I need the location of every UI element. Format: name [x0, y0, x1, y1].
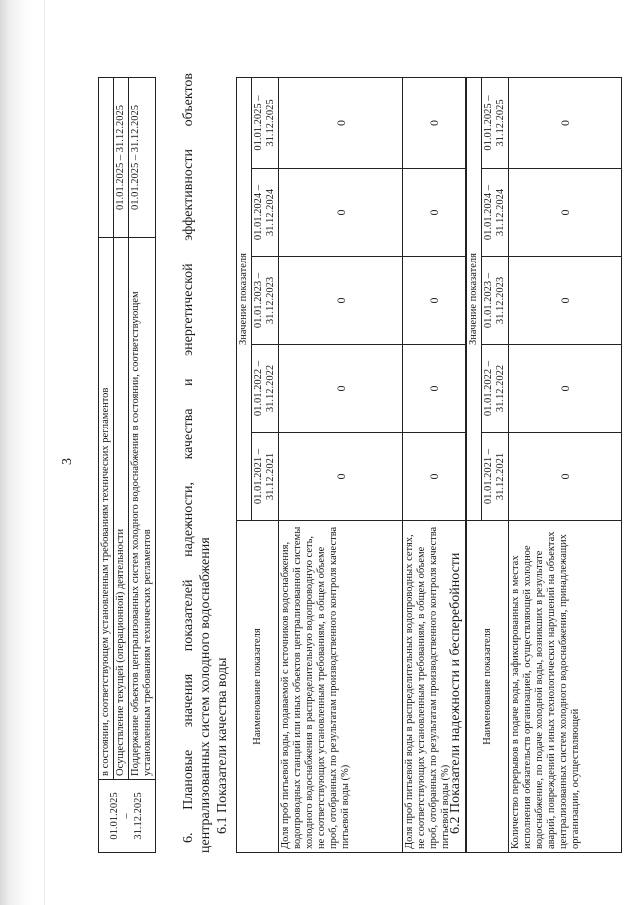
event-period: 01.01.2025 – 31.12.2025	[129, 78, 156, 238]
indicator-name: Количество перерывов в подаче воды, зафиксированных в местах исполнения обязательств организацией, осуществляющей холодное водоснабжение, по подаче холодной воды, возникших в результате аварий, повреждений и иных технологических нарушений на объектах централизованных систем холодного водоснабжения, принадлежащих организации, осуществляющей	[509, 521, 622, 853]
period-header: 01.01.2022 – 31.12.2022	[252, 345, 279, 433]
page-number: 3	[60, 458, 75, 465]
event-text: Осуществление текущей (операционной) деятельности	[114, 238, 129, 780]
section-6-heading-cont: централизованных систем холодного водоснабжения	[198, 537, 213, 853]
indicator-value: 0	[279, 77, 403, 168]
table-row	[509, 77, 622, 852]
indicator-value-header: Значение показателя	[467, 77, 482, 520]
indicator-value: 0	[403, 257, 466, 345]
indicator-value: 0	[509, 257, 622, 345]
section-6-2-title: 6.2 Показатели надежности и бесперебойности	[448, 552, 463, 834]
event-table-continuation	[98, 77, 156, 853]
table-header-row	[237, 77, 252, 852]
reliability-table	[466, 77, 622, 853]
table-row	[279, 77, 403, 852]
indicator-value: 0	[279, 433, 403, 521]
period-header: 01.01.2023 – 31.12.2023	[252, 257, 279, 345]
table-row	[129, 78, 156, 853]
event-text: в состоянии, соответствующем установленным требованиям технических регламентов	[99, 238, 114, 780]
indicator-value: 0	[279, 169, 403, 257]
indicator-value-header: Значение показателя	[237, 77, 252, 520]
table-header-row	[467, 77, 482, 852]
table-row	[114, 78, 129, 853]
period-header: 01.01.2024 – 31.12.2024	[482, 169, 509, 257]
indicator-name: Доля проб питьевой воды, подаваемой с источников водоснабжения, водопроводных станций или иных объектов централизованной системы холодного водоснабжения в распределительную водопроводную сеть, не соответствующих установленным требованиям, в общем объеме проб, отобранных по результатам производственного контроля качества питьевой воды (%)	[279, 521, 403, 853]
indicator-name-header: Наименование показателя	[237, 521, 279, 853]
water-quality-table	[236, 77, 466, 853]
event-start-date: 01.01.2025 – 31.12.2025	[99, 780, 156, 853]
section-6-1-title: 6.1 Показатели качества воды	[215, 657, 230, 834]
indicator-name-header: Наименование показателя	[467, 521, 509, 853]
period-header: 01.01.2021 – 31.12.2021	[482, 433, 509, 521]
period-header: 01.01.2024 – 31.12.2024	[252, 169, 279, 257]
indicator-value: 0	[403, 77, 466, 168]
indicator-value: 0	[279, 257, 403, 345]
indicator-value: 0	[509, 433, 622, 521]
section-6-heading: 6. Плановые значения показателей надежности, качества и энергетической эффективности объектов	[181, 73, 196, 843]
period-header: 01.01.2025 – 31.12.2025	[482, 77, 509, 168]
table-row	[99, 78, 114, 853]
period-header: 01.01.2021 – 31.12.2021	[252, 433, 279, 521]
event-period	[99, 78, 114, 238]
indicator-value: 0	[509, 169, 622, 257]
event-period: 01.01.2025 – 31.12.2025	[114, 78, 129, 238]
event-text: Поддержание объектов централизованных систем холодного водоснабжения в состоянии, соответствующем установленным требованиям технических регламентов	[129, 238, 156, 780]
indicator-value: 0	[509, 77, 622, 168]
indicator-name: Доля проб питьевой воды в распределительных водопроводных сетях, не соответствующих установленным требованиям, в общем объеме проб, отобранных по результатам производственного контроля качества питьевой воды (%)	[403, 521, 466, 853]
indicator-value: 0	[279, 345, 403, 433]
indicator-value: 0	[403, 345, 466, 433]
period-header: 01.01.2023 – 31.12.2023	[482, 257, 509, 345]
indicator-value: 0	[403, 433, 466, 521]
indicator-value: 0	[509, 345, 622, 433]
period-header: 01.01.2025 – 31.12.2025	[252, 77, 279, 168]
indicator-value: 0	[403, 169, 466, 257]
period-header: 01.01.2022 – 31.12.2022	[482, 345, 509, 433]
